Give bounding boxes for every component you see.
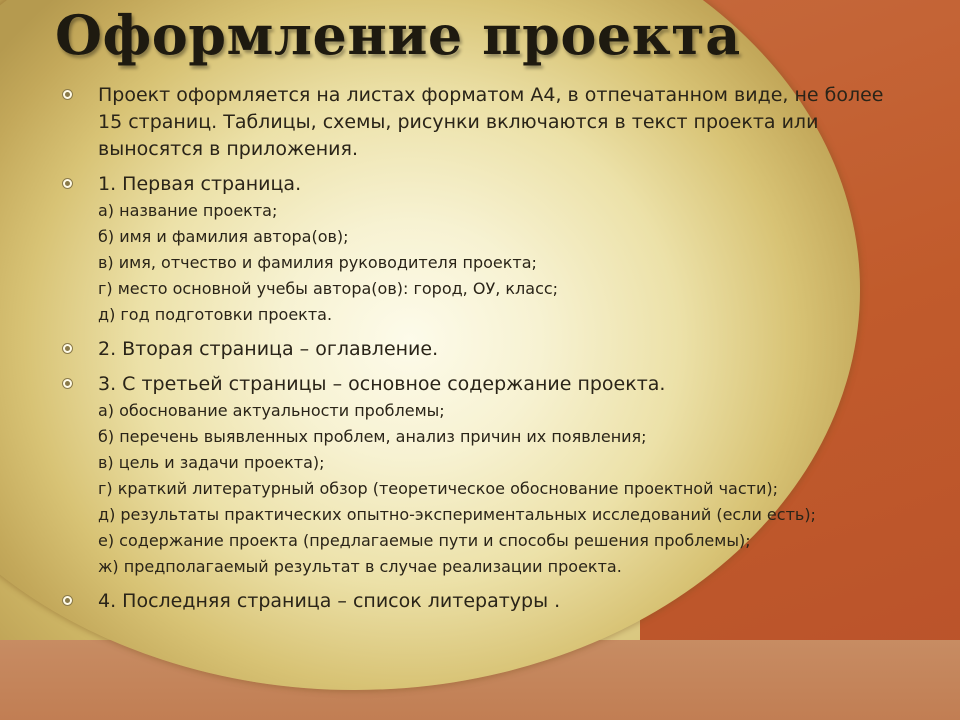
list-item xyxy=(62,371,912,580)
list-item xyxy=(62,588,912,615)
list-item xyxy=(62,171,912,328)
sub-item: в) цель и задачи проекта); xyxy=(98,453,325,472)
bullet-icon xyxy=(62,343,73,354)
list-item xyxy=(62,82,912,163)
sub-item: б) перечень выявленных проблем, анализ причин их появления; xyxy=(98,427,647,446)
sub-item: а) обоснование актуальности проблемы; xyxy=(98,401,445,420)
sub-item: в) имя, отчество и фамилия руководителя проекта; xyxy=(98,253,537,272)
sub-item: г) краткий литературный обзор (теоретическое обоснование проектной части); xyxy=(98,479,778,498)
bullet-text: Проект оформляется на листах форматом А4, в отпечатанном виде, не более 15 страниц. Таблицы, схемы, рисунки включаются в текст проекта или выносятся в приложения. xyxy=(98,84,884,160)
sub-item: д) результаты практических опытно-экспериментальных исследований (если есть); xyxy=(98,505,816,524)
bullet-list xyxy=(62,82,912,623)
bullet-icon xyxy=(62,178,73,189)
list-item xyxy=(62,336,912,363)
sub-item: д) год подготовки проекта. xyxy=(98,305,333,324)
bullet-text: 4. Последняя страница – список литературы . xyxy=(98,590,561,612)
bullet-icon xyxy=(62,595,73,606)
bullet-icon xyxy=(62,378,73,389)
sub-item: б) имя и фамилия автора(ов); xyxy=(98,227,349,246)
sub-item: а) название проекта; xyxy=(98,201,278,220)
bullet-text: 1. Первая страница. xyxy=(98,173,302,195)
sub-item: г) место основной учебы автора(ов): город, ОУ, класс; xyxy=(98,279,559,298)
bullet-icon xyxy=(62,89,73,100)
sub-item: ж) предполагаемый результат в случае реализации проекта. xyxy=(98,557,622,576)
bullet-text: 2. Вторая страница – оглавление. xyxy=(98,338,439,360)
bullet-text: 3. С третьей страницы – основное содержание проекта. xyxy=(98,373,666,395)
slide-title: Оформление проекта xyxy=(55,3,741,67)
sub-item: е) содержание проекта (предлагаемые пути и способы решения проблемы); xyxy=(98,531,751,550)
